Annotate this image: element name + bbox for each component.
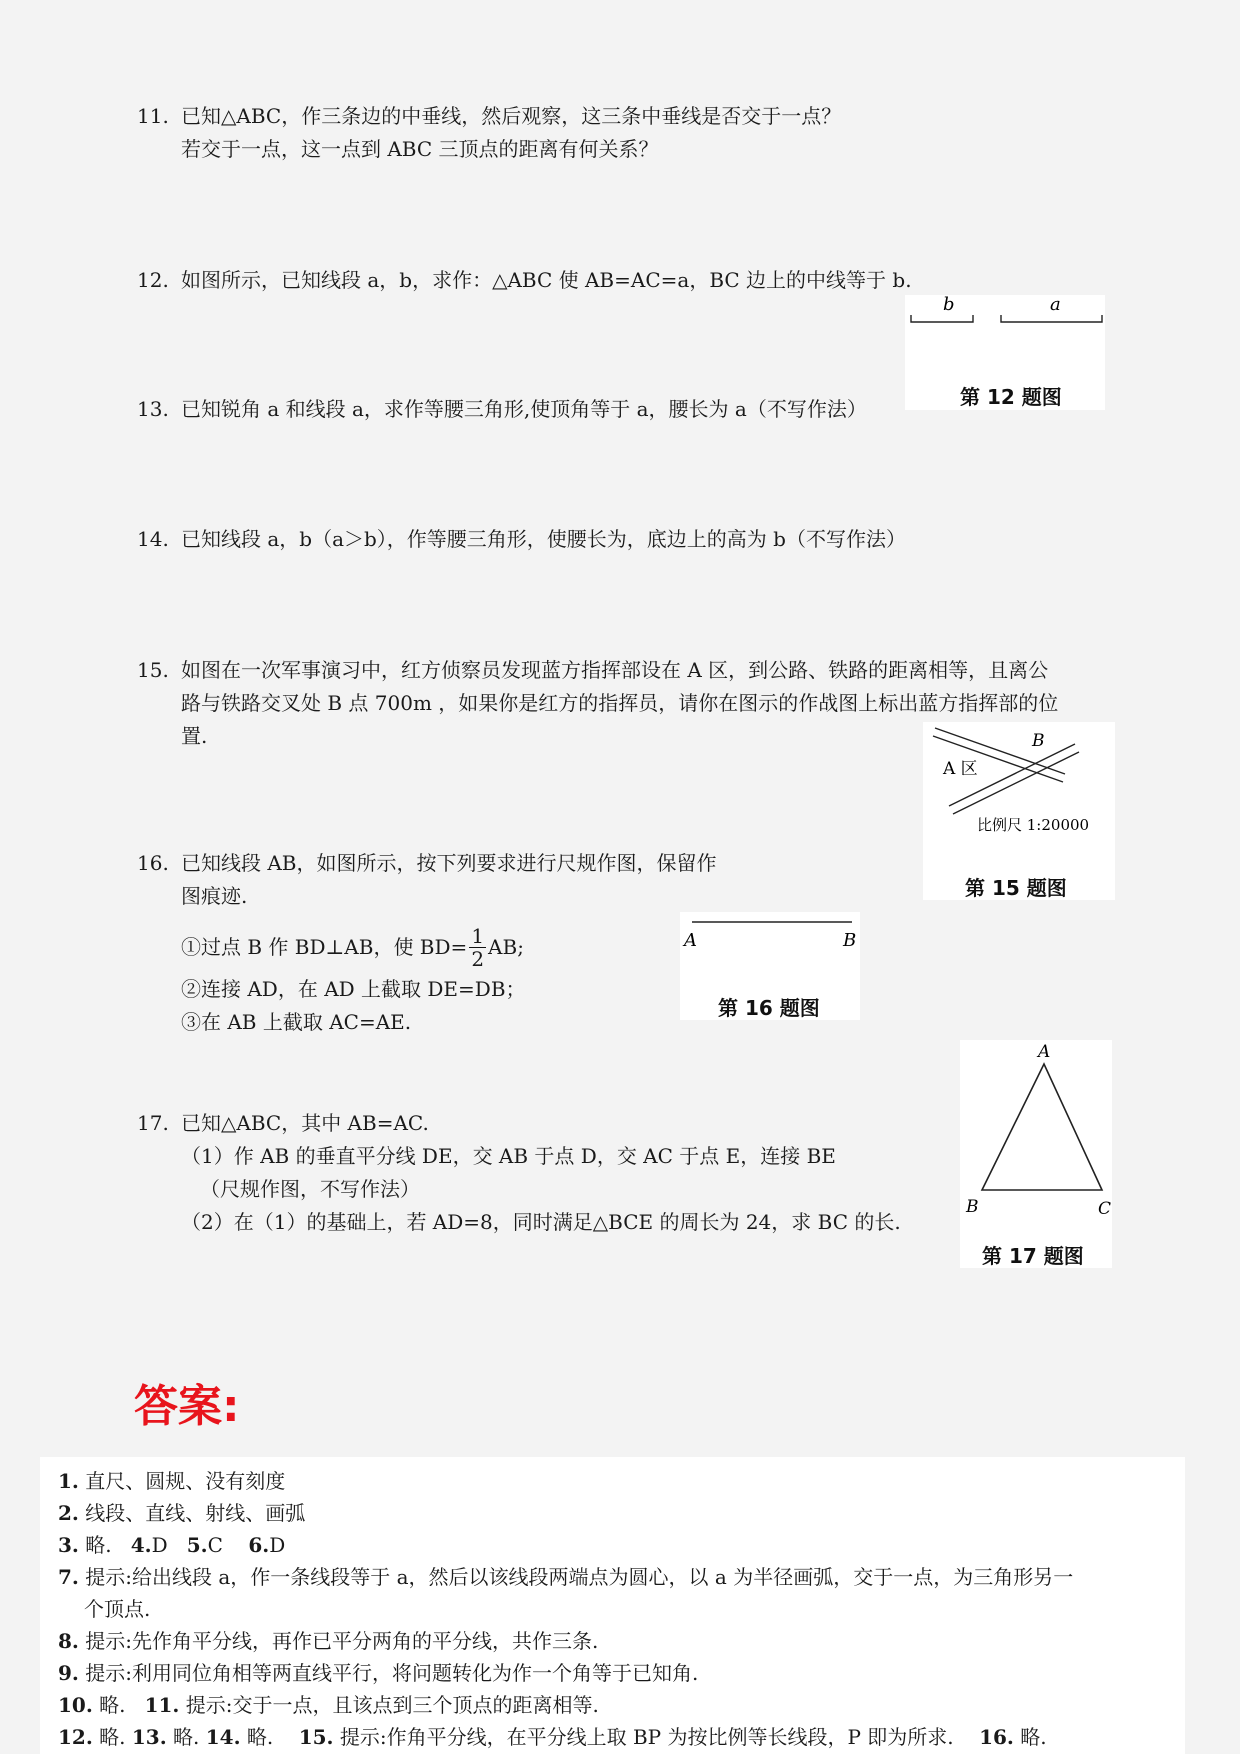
answer-text: 提示:先作角平分线，再作已平分两角的平分线，共作三条. [85,1629,599,1653]
answer-text: 略. [99,1725,126,1749]
answer-12-16 [58,1721,1073,1753]
answer-1 [58,1465,1073,1497]
answer-number: 2. [58,1501,79,1525]
answer-text: 提示:作角平分线，在平分线上取 BP 为按比例等长线段，P 即为所求. [339,1725,954,1749]
step-text: AB; [488,934,524,959]
question-14 [137,523,906,556]
answers-title: 答案: [134,1381,240,1432]
question-number: 11. [137,104,169,128]
figure-caption: 第 12 题图 [960,385,1062,409]
figure-17 [960,1040,1112,1268]
answer-text: 提示:给出线段 a，作一条线段等于 a，然后以该线段两端点为圆心，以 a 为半径画弧，交于一点，为三角形另一 [85,1565,1074,1589]
answer-text: 略. [99,1693,126,1717]
question-text: 已知△ABC，其中 AB=AC. [181,1111,429,1135]
answer-text: D [269,1533,286,1557]
figure-15 [923,722,1115,900]
scale-label: 比例尺 1:20000 [977,816,1090,834]
segment-a [1001,315,1102,322]
answer-7 [58,1561,1073,1593]
answer-text: 直尺、圆规、没有刻度 [85,1469,286,1493]
question-text: 已知锐角 a 和线段 a，求作等腰三角形,使顶角等于 a，腰长为 a（不写作法） [181,397,867,421]
label-B: B [843,930,857,951]
question-number: 17. [137,1111,169,1135]
answer-7-cont: 个顶点. [84,1597,151,1621]
figure-16 [680,912,860,1020]
answer-number: 15. [298,1725,334,1749]
answer-text: 提示:交于一点，且该点到三个顶点的距离相等. [185,1693,599,1717]
answer-8 [58,1625,1073,1657]
label-A: A [1038,1042,1051,1062]
question-text: （尺规作图，不写作法） [200,1177,420,1201]
question-number: 16. [137,851,169,875]
figure-caption: 第 16 题图 [718,996,820,1020]
figure-caption: 第 17 题图 [982,1244,1084,1268]
figure-caption: 第 15 题图 [965,876,1067,900]
answer-number: 14. [205,1725,241,1749]
answer-text: D [151,1533,168,1557]
answer-number: 12. [58,1725,93,1749]
answer-number: 5. [186,1533,208,1557]
question-text: 已知线段 a，b（a＞b），作等腰三角形，使腰长为，底边上的高为 b（不写作法） [181,527,906,551]
question-step-1 [137,921,717,973]
figure-16-diagram [680,912,860,972]
question-text: 已知△ABC，作三条边的中垂线，然后观察，这三条中垂线是否交于一点？ [181,104,842,128]
question-16 [137,847,717,1039]
label-a: a [1050,295,1061,315]
answer-number: 16. [979,1725,1014,1749]
figure-17-diagram [960,1040,1112,1226]
figure-12 [905,295,1105,410]
answer-number: 10. [58,1693,93,1717]
answer-number: 9. [58,1661,79,1685]
question-number: 15. [137,658,169,682]
question-11 [137,100,841,166]
question-text: 图痕迹. [181,884,248,908]
answer-10-11 [58,1689,1073,1721]
question-number: 14. [137,527,169,551]
answer-text: 提示:利用同位角相等两直线平行，将问题转化为作一个角等于已知角. [85,1661,699,1685]
label-C: C [1098,1199,1112,1219]
question-text: （1）作 AB 的垂直平分线 DE，交 AB 于点 D，交 AC 于点 E，连接 BE [181,1144,836,1168]
question-step-3: ③在 AB 上截取 AC=AE. [181,1010,412,1034]
label-B: B [966,1197,979,1217]
question-number: 12. [137,268,169,292]
label-A: A [684,930,697,951]
answer-3-6 [58,1529,1073,1561]
question-step-2: ②连接 AD，在 AD 上截取 DE=DB； [181,977,526,1001]
question-15 [137,654,1058,753]
figure-12-diagram [905,295,1105,355]
step-text: ①过点 B 作 BD⊥AB，使 BD= [181,934,468,959]
label-A-zone: A 区 [943,759,978,779]
answer-number: 6. [248,1533,270,1557]
question-text: 如图所示，已知线段 a，b，求作：△ABC 使 AB=AC=a，BC 边上的中线等于 b. [181,268,912,292]
figure-15-diagram [923,722,1115,852]
answer-2 [58,1497,1073,1529]
label-B: B [1032,731,1045,751]
label-b: b [943,295,955,315]
answer-text: 略. [173,1725,200,1749]
fraction-numerator: 1 [471,923,485,948]
segment-b [911,315,973,322]
question-text: 如图在一次军事演习中，红方侦察员发现蓝方指挥部设在 A 区，到公路、铁路的距离相等，且离公 [181,658,1049,682]
triangle-ABC [982,1064,1102,1190]
answer-number: 1. [58,1469,79,1493]
answer-text: 线段、直线、射线、画弧 [85,1501,306,1525]
answer-number: 11. [144,1693,180,1717]
answer-text: C [207,1533,223,1557]
question-text: 置. [181,724,208,748]
question-text: （2）在（1）的基础上，若 AD=8，同时满足△BCE 的周长为 24，求 BC 的长. [181,1210,901,1234]
answer-text: 略. [246,1725,274,1749]
question-17 [137,1107,901,1239]
question-text: 已知线段 AB，如图所示，按下列要求进行尺规作图，保留作 [181,851,717,875]
question-number: 13. [137,397,169,421]
answers-box [40,1457,1185,1754]
fraction-one-half [469,925,486,970]
question-text: 若交于一点，这一点到 ABC 三顶点的距离有何关系？ [181,137,659,161]
answer-text: 略. [85,1533,112,1557]
answer-number: 3. [58,1533,79,1557]
question-12 [137,264,912,297]
answer-number: 7. [58,1565,79,1589]
answer-number: 8. [58,1629,79,1653]
answer-number: 4. [130,1533,152,1557]
fraction-denominator: 2 [471,946,485,971]
answer-text: 略. [1020,1725,1047,1749]
question-text: 路与铁路交叉处 B 点 700m ，如果你是红方的指挥员，请你在图示的作战图上标出蓝方指挥部的位 [181,691,1059,715]
answer-number: 13. [131,1725,167,1749]
answer-9 [58,1657,1073,1689]
question-13 [137,393,867,426]
